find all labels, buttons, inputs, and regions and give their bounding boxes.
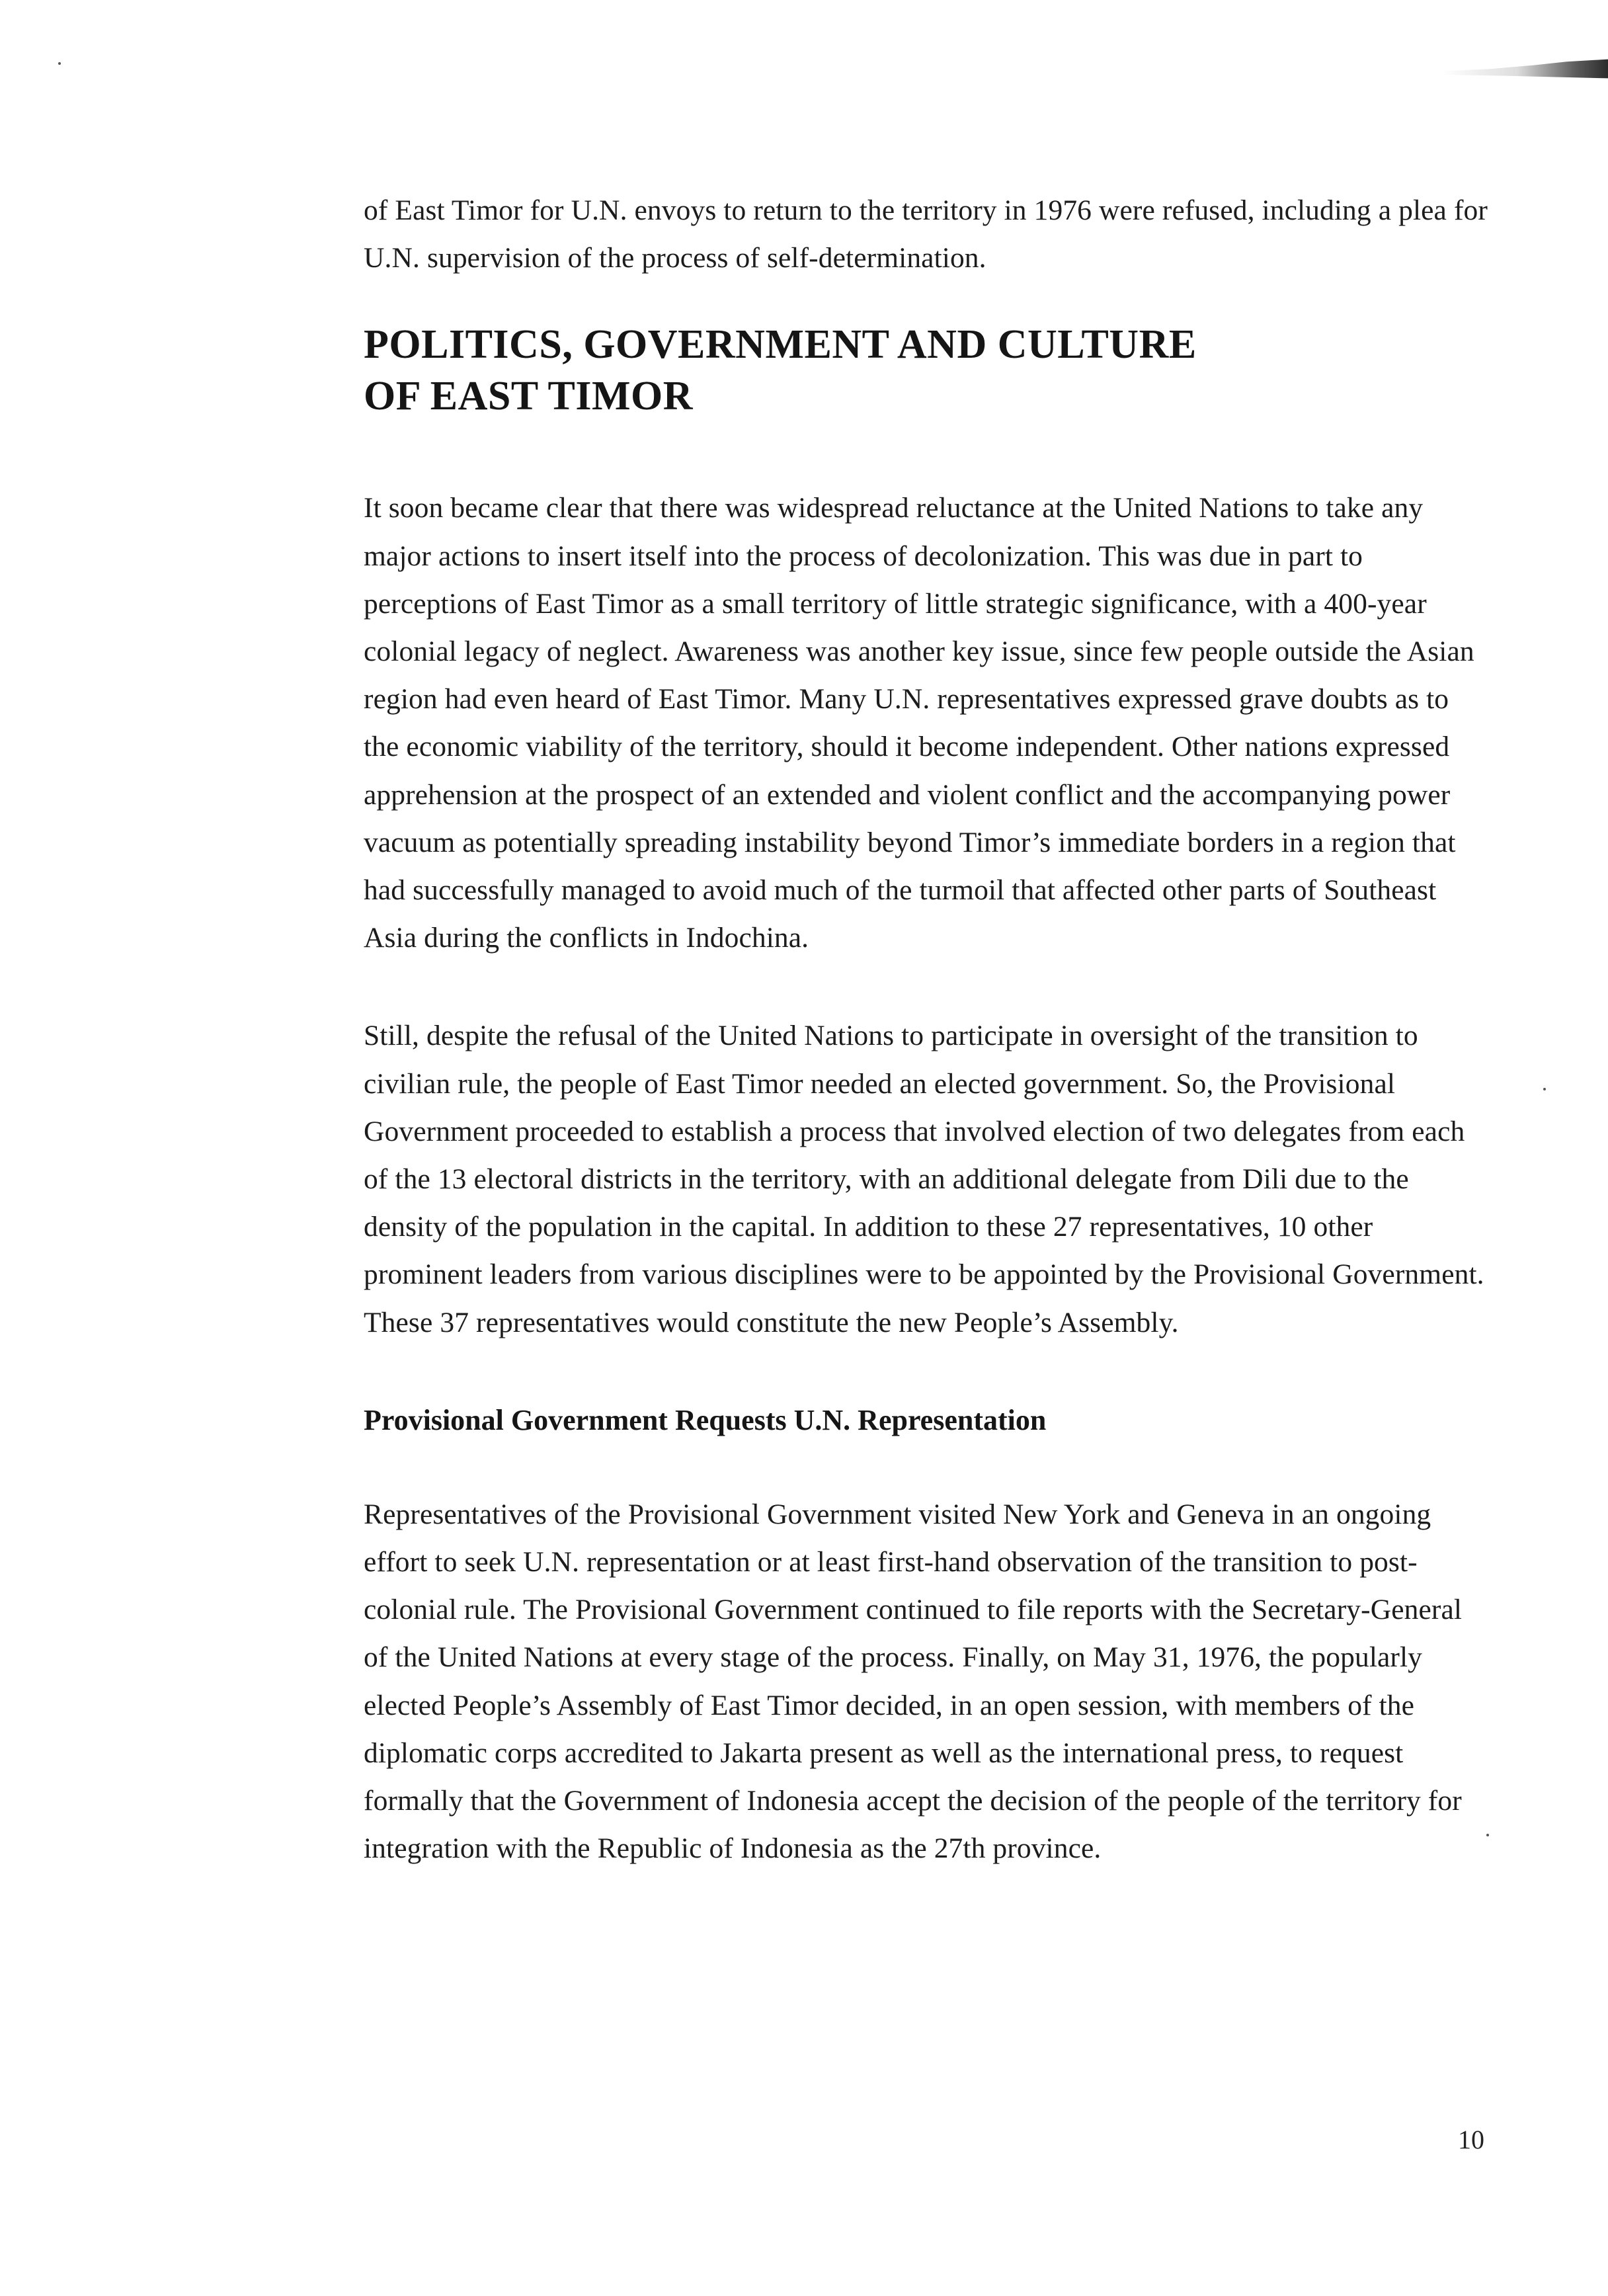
closing-paragraph: Representatives of the Provisional Government visited New York and Geneva in an ongoing effort to seek U.N. representation or at least first-hand observation of the transition to post-colonial rule. The Provisional Government continued to file reports with the Secretary-General of the United Nations at every stage of the process. Finally, on May 31, 1976, the popularly elected People’s Assembly of East Timor decided, in an open session, with members of the diplomatic corps accredited to Jakarta present as well as the international press, to request formally that the Government of Indonesia accept the decision of the people of the territory for integration with the Republic of Indonesia as the 27th province. <box>364 1498 1463 1865</box>
section-heading-line-2: OF EAST TIMOR <box>364 374 694 419</box>
section-heading <box>364 319 1488 422</box>
subheading: Provisional Government Requests U.N. Representation <box>364 1403 1047 1436</box>
page-number: 10 <box>1458 2125 1484 2154</box>
body-paragraph: Still, despite the refusal of the United Nations to participate in oversight of the transition to civilian rule, the people of East Timor needed an elected government. So, the Provisional Government proceeded to establish a process that involved election of two delegates from each of the 13 electoral districts in the territory, with an additional delegate from Dili due to the density of the population in the capital. In addition to these 27 representatives, 10 other prominent leaders from various disciplines were to be appointed by the Provisional Government. These 37 representatives would constitute the new People’s Assembly. <box>364 1020 1484 1338</box>
section-heading-line-1: POLITICS, GOVERNMENT AND CULTURE <box>364 322 1197 368</box>
scan-speck <box>58 62 61 65</box>
scan-speck <box>1543 1088 1546 1090</box>
scan-smudge <box>1443 57 1608 81</box>
document-body <box>364 186 1488 1872</box>
intro-paragraph: of East Timor for U.N. envoys to return to the territory in 1976 were refused, including a plea for U.N. supervision of the process of self-determination. <box>364 194 1488 274</box>
body-paragraph: It soon became clear that there was widespread reluctance at the United Nations to take any major actions to insert itself into the process of decolonization. This was due in part to perceptions of East Timor as a small territory of little strategic significance, with a 400-year colonial legacy of neglect. Awareness was another key issue, since few people outside the Asian region had even heard of East Timor. Many U.N. representatives expressed grave doubts as to the economic viability of the territory, should it become independent. Other nations expressed apprehension at the prospect of an extended and violent conflict and the accompanying power vacuum as potentially spreading instability beyond Timor’s immediate borders in a region that had successfully managed to avoid much of the turmoil that affected other parts of Southeast Asia during the conflicts in Indochina. <box>364 492 1474 954</box>
